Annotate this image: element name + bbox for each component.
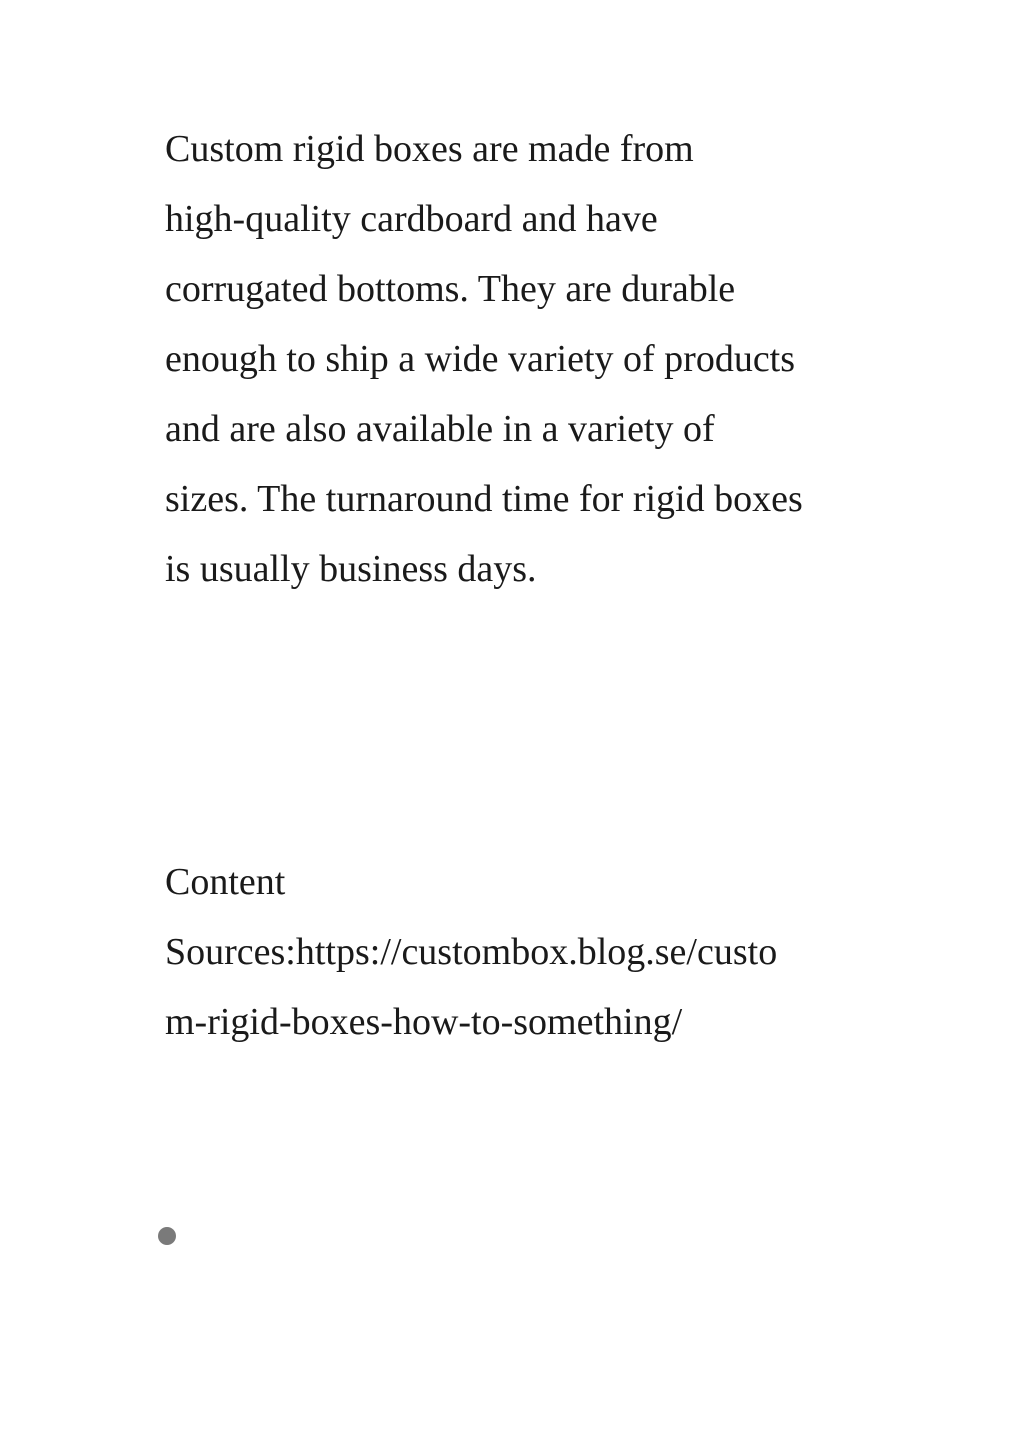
content-sources [165, 847, 865, 1057]
bullet-dot-icon [158, 1227, 176, 1245]
content-sources-label: Content [165, 861, 286, 903]
body-line: is usually business days. [165, 548, 537, 590]
body-line: enough to ship a wide variety of products [165, 338, 796, 380]
body-line: Custom rigid boxes are made from [165, 128, 694, 170]
content-sources-url-line: m-rigid-boxes-how-to-something/ [165, 1001, 683, 1043]
body-line: and are also available in a variety of [165, 408, 715, 450]
content-sources-url-line: Sources:https://custombox.blog.se/custo [165, 931, 778, 973]
body-line: sizes. The turnaround time for rigid boxes [165, 478, 803, 520]
body-line: high-quality cardboard and have [165, 198, 658, 240]
body-paragraph [165, 114, 865, 604]
body-line: corrugated bottoms. They are durable [165, 268, 736, 310]
